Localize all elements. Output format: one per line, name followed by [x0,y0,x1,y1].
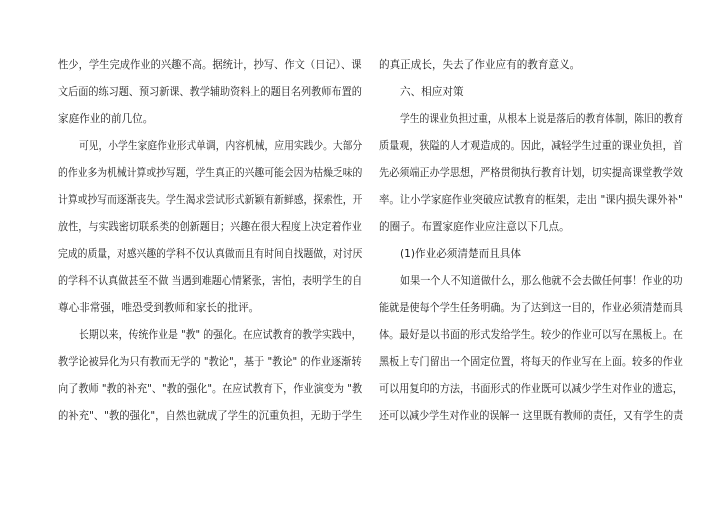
text-line: 完成的质量，对感兴趣的学科不仅认真做而且有时间自找题做，对讨厌 [58,248,362,260]
subsection-heading: (1)作业必须清楚而且具体 [400,248,521,260]
left-text-column [58,52,362,430]
text-line: 先必须端正办学思想，严格贯彻执行教育计划，切实提高课堂教学效 [379,167,683,179]
paragraph-first-line: 长期以来，传统作业是 "教" 的强化。在应试教育的教学实践中， [79,329,362,341]
text-line: 尊心非常强，唯恐受到教师和家长的批评。 [58,302,260,314]
text-line: 的真正成长，失去了作业应有的教育意义。 [379,59,581,71]
text-line: 文后面的练习题、预习新课、教学辅助资料上的题目名列教师布置的 [58,86,362,98]
text-line: 放性，与实践密切联系类的创新题目；兴趣在很大程度上决定着作业 [58,221,362,233]
text-line: 能就是使每个学生任务明确。为了达到这一目的，作业必须清楚而具 [379,302,683,314]
text-line: 的学科不认真做甚至不做 当遇到难题心情紧张，害怕，表明学生的自 [58,275,362,287]
right-text-column [379,52,683,430]
text-line: 性少，学生完成作业的兴趣不高。据统计，抄写、作文（日记）、课 [58,59,362,71]
text-line: 的圈子。布置家庭作业应注意以下几点。 [379,221,570,233]
text-line: 体。最好是以书面的形式发给学生。较少的作业可以写在黑板上。在 [379,329,683,341]
paragraph-first-line: 如果一个人不知道做什么，那么他就不会去做任何事！作业的功 [400,275,683,287]
text-line: 的补充"、"教的强化"，自然也就成了学生的沉重负担，无助于学生 [58,410,362,422]
text-line: 质量观，狭隘的人才观造成的。因此，减轻学生过重的课业负担，首 [379,140,683,152]
text-line: 向了教师 "教的补充"、"教的强化"。在应试教育下，作业演变为 "教 [58,383,362,395]
text-line: 还可以减少学生对作业的误解一 这里既有教师的责任，又有学生的责 [379,410,683,422]
text-line: 家庭作业的前几位。 [58,113,154,125]
text-line: 黑板上专门留出一个固定位置，将每天的作业写在上面。较多的作业 [379,356,683,368]
text-line: 可以用复印的方法，书面形式的作业既可以减少学生对作业的遗忘， [379,383,683,395]
section-heading: 六、相应对策 [400,86,464,98]
text-line: 的作业多为机械计算或抄写题，学生真正的兴趣可能会因为枯燥乏味的 [58,167,362,179]
text-line: 教学论被异化为只有教而无学的 "教论"，基于 "教论" 的作业逐渐转 [58,356,362,368]
text-line: 率。让小学家庭作业突破应试教育的框架，走出 "课内损失课外补" [379,194,683,206]
text-line: 计算或抄写而逐渐丧失。学生渴求尝试形式新颖有新鲜感，探索性，开 [58,194,362,206]
paragraph-first-line: 可见，小学生家庭作业形式单调，内容机械，应用实践少。大部分 [79,140,362,152]
paragraph-first-line: 学生的课业负担过重，从根本上说是落后的教育体制，陈旧的教育 [400,113,683,125]
